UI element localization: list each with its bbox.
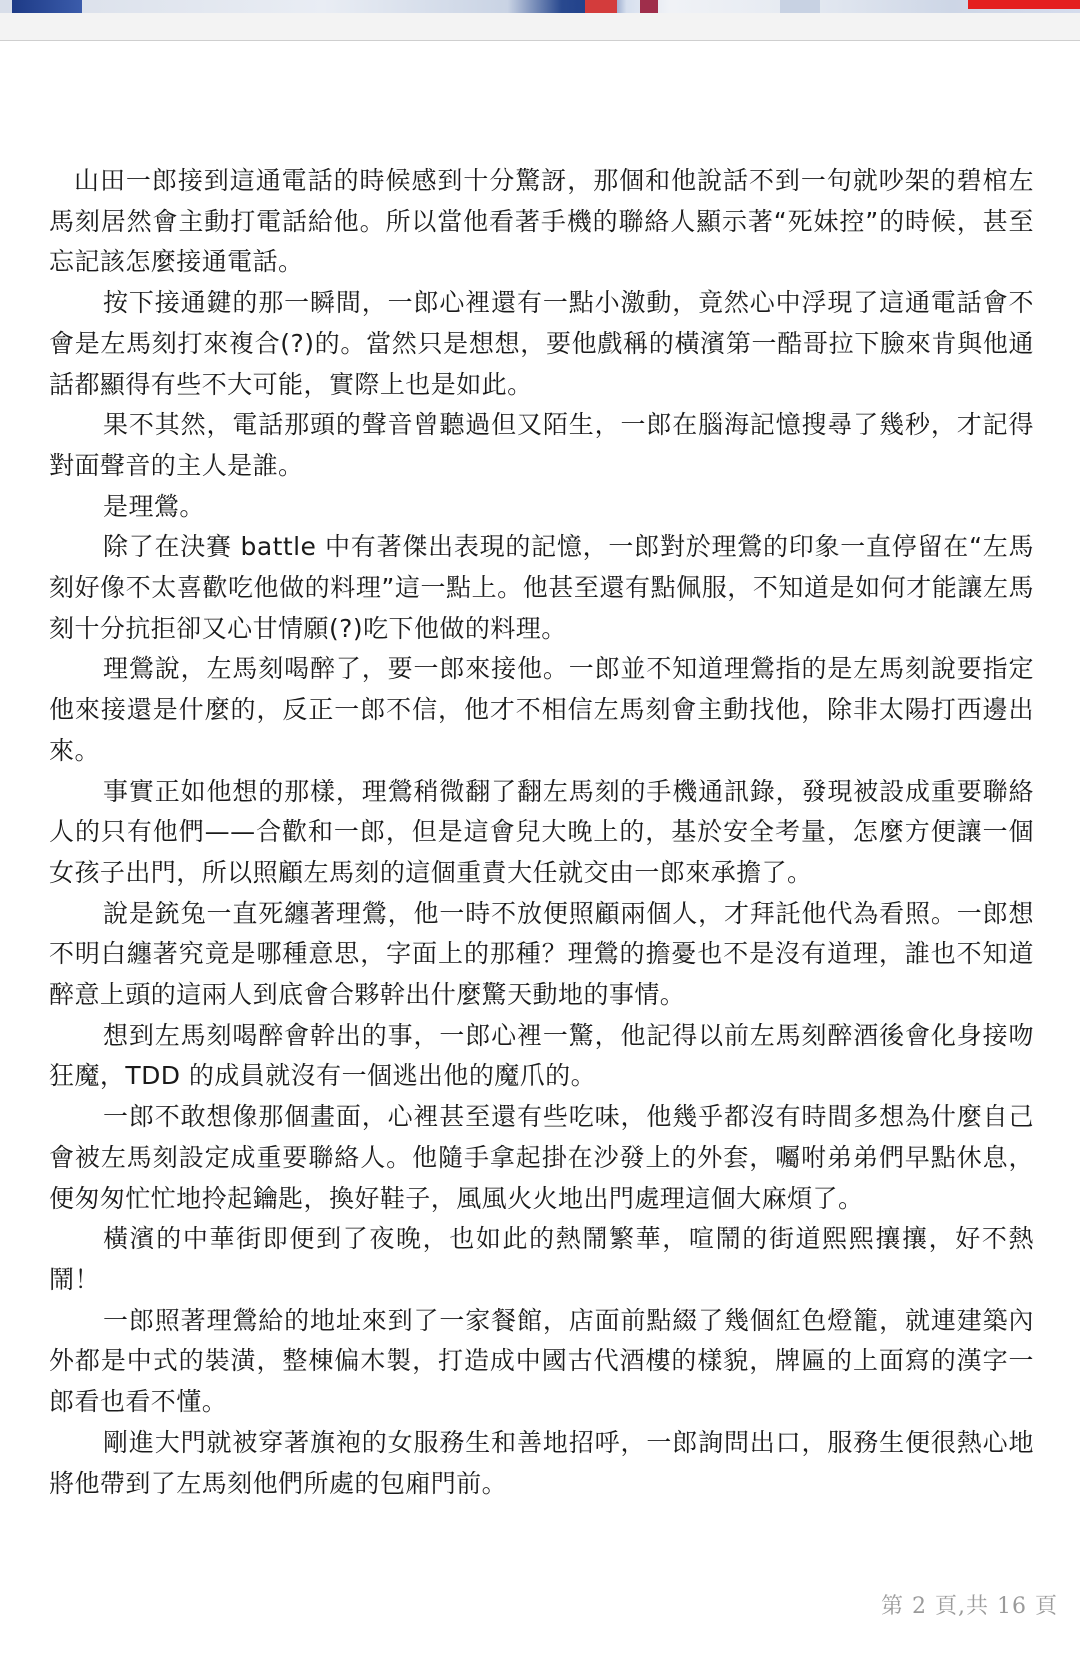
document-body [49,161,1034,1504]
paragraph: 想到左馬刻喝醉會幹出的事，一郎心裡一驚，他記得以前左馬刻醉酒後會化身接吻狂魔，TDD 的成員就沒有一個逃出他的魔爪的。 [49,1020,1034,1091]
document-page [0,41,1080,1669]
top-banner-image [0,0,1080,13]
paragraph: 說是銃兔一直死纏著理鶯，他一時不放便照顧兩個人，才拜託他代為看照。一郎想不明白纏著究竟是哪種意思，字面上的那種？理鶯的擔憂也不是沒有道理，誰也不知道醉意上頭的這兩人到底會合夥幹出什麼驚天動地的事情。 [49,898,1034,1010]
paragraph: 山田一郎接到這通電話的時候感到十分驚訝，那個和他說話不到一句就吵架的碧棺左馬刻居然會主動打電話給他。所以當他看著手機的聯絡人顯示著“死妹控”的時候，甚至忘記該怎麼接通電話。 [49,166,1034,277]
paragraph: 一郎不敢想像那個畫面，心裡甚至還有些吃味，他幾乎都沒有時間多想為什麼自己會被左馬刻設定成重要聯絡人。他隨手拿起掛在沙發上的外套，囑咐弟弟們早點休息，便匆匆忙忙地拎起鑰匙，換好鞋子，風風火火地出門處理這個大麻煩了。 [49,1102,1034,1213]
banner-art-right [780,0,820,13]
banner-red-tab [968,0,1080,9]
paragraph: 一郎照著理鶯給的地址來到了一家餐館，店面前點綴了幾個紅色燈籠，就連建築內外都是中式的裝潢，整棟偏木製，打造成中國古代酒樓的樣貌，牌匾的上面寫的漢字一郎看也看不懂。 [49,1305,1034,1417]
paragraph: 理鶯說，左馬刻喝醉了，要一郎來接他。一郎並不知道理鶯指的是左馬刻說要指定他來接還是什麼的，反正一郎不信，他才不相信左馬刻會主動找他，除非太陽打西邊出來。 [49,654,1034,765]
paragraph: 橫濱的中華街即便到了夜晚，也如此的熱鬧繁華，喧鬧的街道熙熙攘攘，好不熱鬧！ [49,1224,1034,1294]
page-indicator: 第 2 頁,共 16 頁 [881,1594,1058,1619]
paragraph: 是理鶯。 [103,491,205,521]
banner-art-center-dark [640,0,658,13]
banner-art-center-red [585,0,617,13]
paragraph: 剛進大門就被穿著旗袍的女服務生和善地招呼，一郎詢問出口，服務生便很熱心地將他帶到了左馬刻他們所處的包廂門前。 [49,1427,1034,1498]
banner-art-left [12,0,82,13]
paragraph: 除了在決賽 battle 中有著傑出表現的記憶，一郎對於理鶯的印象一直停留在“左馬刻好像不太喜歡吃他做的料理”這一點上。他甚至還有點佩服，不知道是如何才能讓左馬刻十分抗拒卻又心甘情願(?)吃下他做的料理。 [49,532,1034,643]
paragraph: 按下接通鍵的那一瞬間，一郎心裡還有一點小激動，竟然心中浮現了這通電話會不會是左馬刻打來複合(?)的。當然只是想想，要他戲稱的橫濱第一酷哥拉下臉來肯與他通話都顯得有些不大可能，實際上也是如此。 [49,288,1034,399]
paragraph: 事實正如他想的那樣，理鶯稍微翻了翻左馬刻的手機通訊錄，發現被設成重要聯絡人的只有他們——合歡和一郎，但是這會兒大晚上的，基於安全考量，怎麼方便讓一個女孩子出門，所以照顧左馬刻的這個重責大任就交由一郎來承擔了。 [49,776,1034,887]
paragraph: 果不其然，電話那頭的聲音曾聽過但又陌生，一郎在腦海記憶搜尋了幾秒，才記得對面聲音的主人是誰。 [49,410,1034,480]
viewer-separator [0,13,1080,41]
